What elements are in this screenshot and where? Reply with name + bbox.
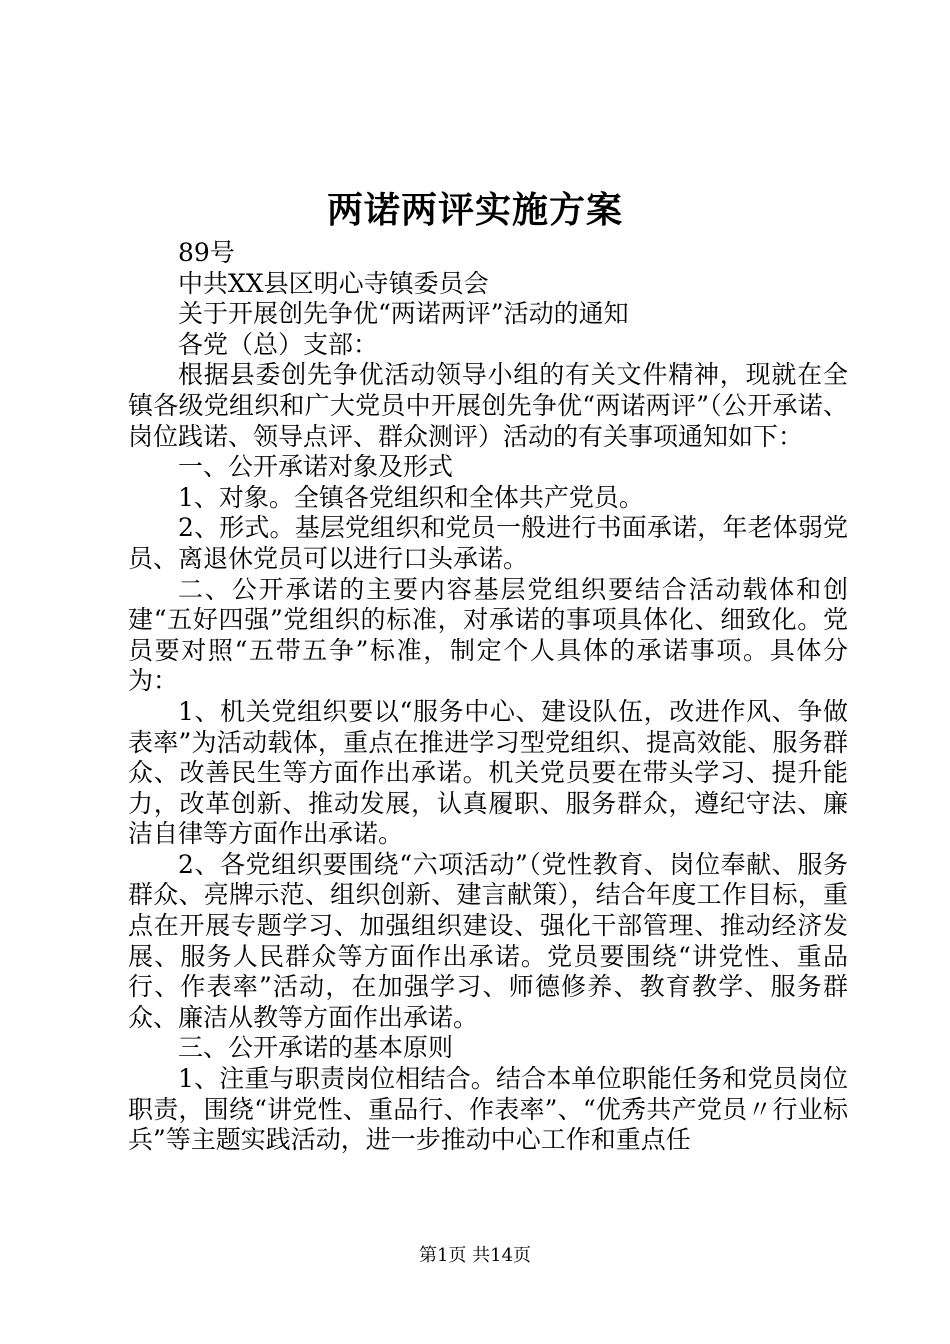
body-paragraph: 2、各党组织要围绕“六项活动”（党性教育、岗位奉献、服务群众、亮牌示范、组织创新、建言献策），结合年度工作目标，重点在开展专题学习、加强组织建设、强化干部管理、推动经济发展、服务人民群众等方面作出承诺。党员要围绕“讲党性、重品行、作表率”活动，在加强学习、师德修养、教育教学、服务群众、廉洁从教等方面作出承诺。: [128, 849, 848, 1032]
section-heading-1: 一、公开承诺对象及形式: [178, 452, 454, 482]
document-number: 89号: [178, 238, 235, 267]
section-heading-3: 三、公开承诺的基本原则: [178, 1033, 454, 1063]
document-title: 两诺两评实施方案: [326, 189, 623, 231]
body-paragraph-intro: 根据县委创先争优活动领导小组的有关文件精神，现就在全镇各级党组织和广大党员中开展创先争优“两诺两评”（公开承诺、岗位践诺、领导点评、群众测评）活动的有关事项通知如下：: [128, 360, 848, 451]
salutation: 各党（总）支部：: [178, 329, 379, 359]
issuing-organization: 中共XX县区明心寺镇委员会: [178, 268, 489, 298]
page-footer: 第1页 共14页: [418, 1245, 532, 1266]
body-paragraph: 1、注重与职责岗位相结合。结合本单位职能任务和党员岗位职责，围绕“讲党性、重品行、作表率”、“优秀共产党员〃行业标兵”等主题实践活动，进一步推动中心工作和重点任: [128, 1064, 848, 1155]
body-paragraph: 1、机关党组织要以“服务中心、建设队伍，改进作风、争做表率”为活动载体，重点在推进学习型党组织、提高效能、服务群众、改善民生等方面作出承诺。机关党员要在带头学习、提升能力，改革创新、推动发展，认真履职、服务群众，遵纪守法、廉洁自律等方面作出承诺。: [128, 696, 848, 849]
body-paragraph: 2、形式。基层党组织和党员一般进行书面承诺，年老体弱党员、离退休党员可以进行口头承诺。: [128, 513, 848, 573]
document-body: [128, 238, 848, 1156]
notice-subject: 关于开展创先争优“两诺两评”活动的通知: [178, 299, 629, 329]
body-paragraph: 1、对象。全镇各党组织和全体共产党员。: [178, 482, 644, 512]
section-heading-2: 二、公开承诺的主要内容基层党组织要结合活动载体和创建“五好四强”党组织的标准，对承诺的事项具体化、细致化。党员要对照“五带五争”标准，制定个人具体的承诺事项。具体分为：: [128, 574, 848, 696]
